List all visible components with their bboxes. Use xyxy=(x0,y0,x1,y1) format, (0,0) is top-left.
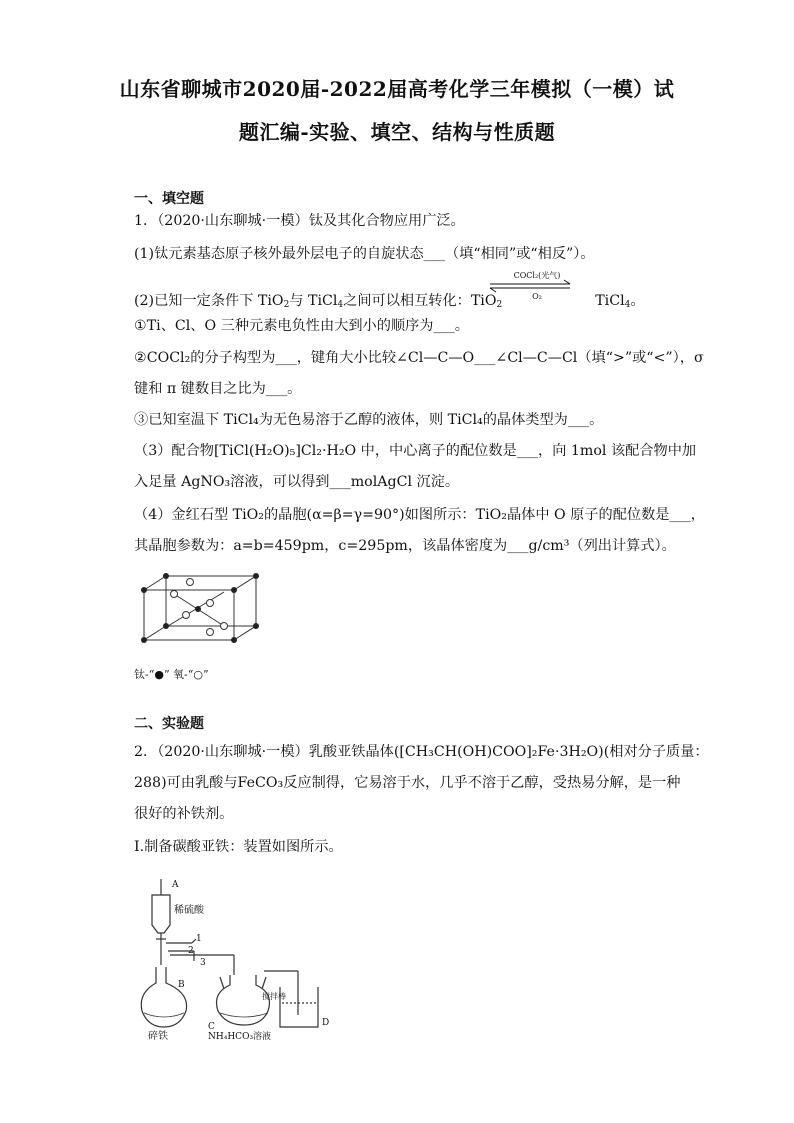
double-arrow-icon xyxy=(484,270,576,310)
arrow-label-top: COCl₂(光气) xyxy=(513,271,561,280)
label-A: A xyxy=(172,880,179,890)
label-iron: 碎铁 xyxy=(148,1031,168,1042)
label-acid: 稀硫酸 xyxy=(174,905,204,916)
crystal-cell-figure xyxy=(134,568,264,682)
q1-part1: (1)钛元素基态原子核外最外层电子的自旋状态___（填“相同”或“相反”）。 xyxy=(134,246,595,262)
crystal-cell-diagram xyxy=(134,568,264,660)
q1-part2-text-e: 。 xyxy=(630,293,645,309)
arrow-label-bottom: O₂ xyxy=(532,292,542,301)
q1-part2-text-d: TiCl xyxy=(595,293,625,309)
section-heading-fill: 一、填空题 xyxy=(134,191,204,207)
q1-part2a: ①Ti、Cl、O 三种元素电负性由大到小的顺序为___。 xyxy=(134,318,469,334)
apparatus-figure xyxy=(134,875,334,1042)
q1-part2-text-b: 与 TiCl xyxy=(289,293,338,309)
q2-line2: 288)可由乳酸与FeCO₃反应制得，它易溶于水，几乎不溶于乙醇，受热易分解，是一种 xyxy=(134,775,681,791)
label-1: 1 xyxy=(196,934,202,944)
q1-part2c: ③已知室温下 TiCl₄为无色易溶于乙醇的液体，则 TiCl₄的晶体类型为___。 xyxy=(134,412,604,428)
crystal-legend: 钛-“●” 氧-“○” xyxy=(134,668,209,681)
q1-part4-line2: 其晶胞参数为：a=b=459pm，c=295pm，该晶体密度为___g/cm³（列出计算式）。 xyxy=(134,538,676,554)
apparatus-diagram xyxy=(134,875,334,1042)
label-3: 3 xyxy=(200,958,206,968)
q1-part4-line1: （4）金红石型 TiO₂的晶胞(α=β=γ=90°)如图所示：TiO₂晶体中 O 原子的配位数是___， xyxy=(134,507,705,523)
q1-part3-line2: 入足量 AgNO₃溶液，可以得到___molAgCl 沉淀。 xyxy=(134,474,460,490)
equilibrium-arrow xyxy=(484,270,576,310)
label-soln: NH₄HCO₃溶液 xyxy=(208,1032,272,1042)
label-stir: 搅拌棒 xyxy=(262,992,286,1001)
q1-part2b-line2: 键和 π 键数目之比为___。 xyxy=(134,381,302,397)
q1-intro: 1．（2020·山东聊城·一模）钛及其化合物应用广泛。 xyxy=(134,213,465,229)
q1-part2-text-a: (2)已知一定条件下 TiO xyxy=(134,293,284,309)
q2-line4: Ⅰ.制备碳酸亚铁：装置如图所示。 xyxy=(134,839,343,855)
label-D: D xyxy=(322,1018,330,1028)
q2-line3: 很好的补铁剂。 xyxy=(134,806,234,822)
doc-title-line2: 题汇编-实验、填空、结构与性质题 xyxy=(238,120,556,144)
q1-part2b-line1: ②COCl₂的分子构型为___，键角大小比较∠Cl—C—O___∠Cl—C—Cl（填“>”或“<”），σ xyxy=(134,350,704,366)
label-B: B xyxy=(178,980,185,990)
q1-part3-line1: （3）配合物[TiCl(H₂O)₅]Cl₂·H₂O 中，中心离子的配位数是___，向 1mol 该配合物中加 xyxy=(134,443,697,459)
label-C: C xyxy=(208,1022,215,1032)
q1-part2-text-c: 之间可以相互转化：TiO xyxy=(343,293,497,309)
label-2: 2 xyxy=(188,946,194,956)
doc-title-line1: 山东省聊城市2020届-2022届高考化学三年模拟（一模）试 xyxy=(119,77,675,101)
section-heading-experiment: 二、实验题 xyxy=(134,716,204,732)
q1-part2: (2)已知一定条件下 TiO$_2$与 TiCl$_4$之间可以相互转化：TiO$_2$ TiCl$_4$。 xyxy=(134,293,645,310)
q2-line1: 2．（2020·山东聊城·一模）乳酸亚铁晶体([CH₃CH(OH)COO]₂Fe·3H₂O)(相对分子质量： xyxy=(134,744,709,760)
